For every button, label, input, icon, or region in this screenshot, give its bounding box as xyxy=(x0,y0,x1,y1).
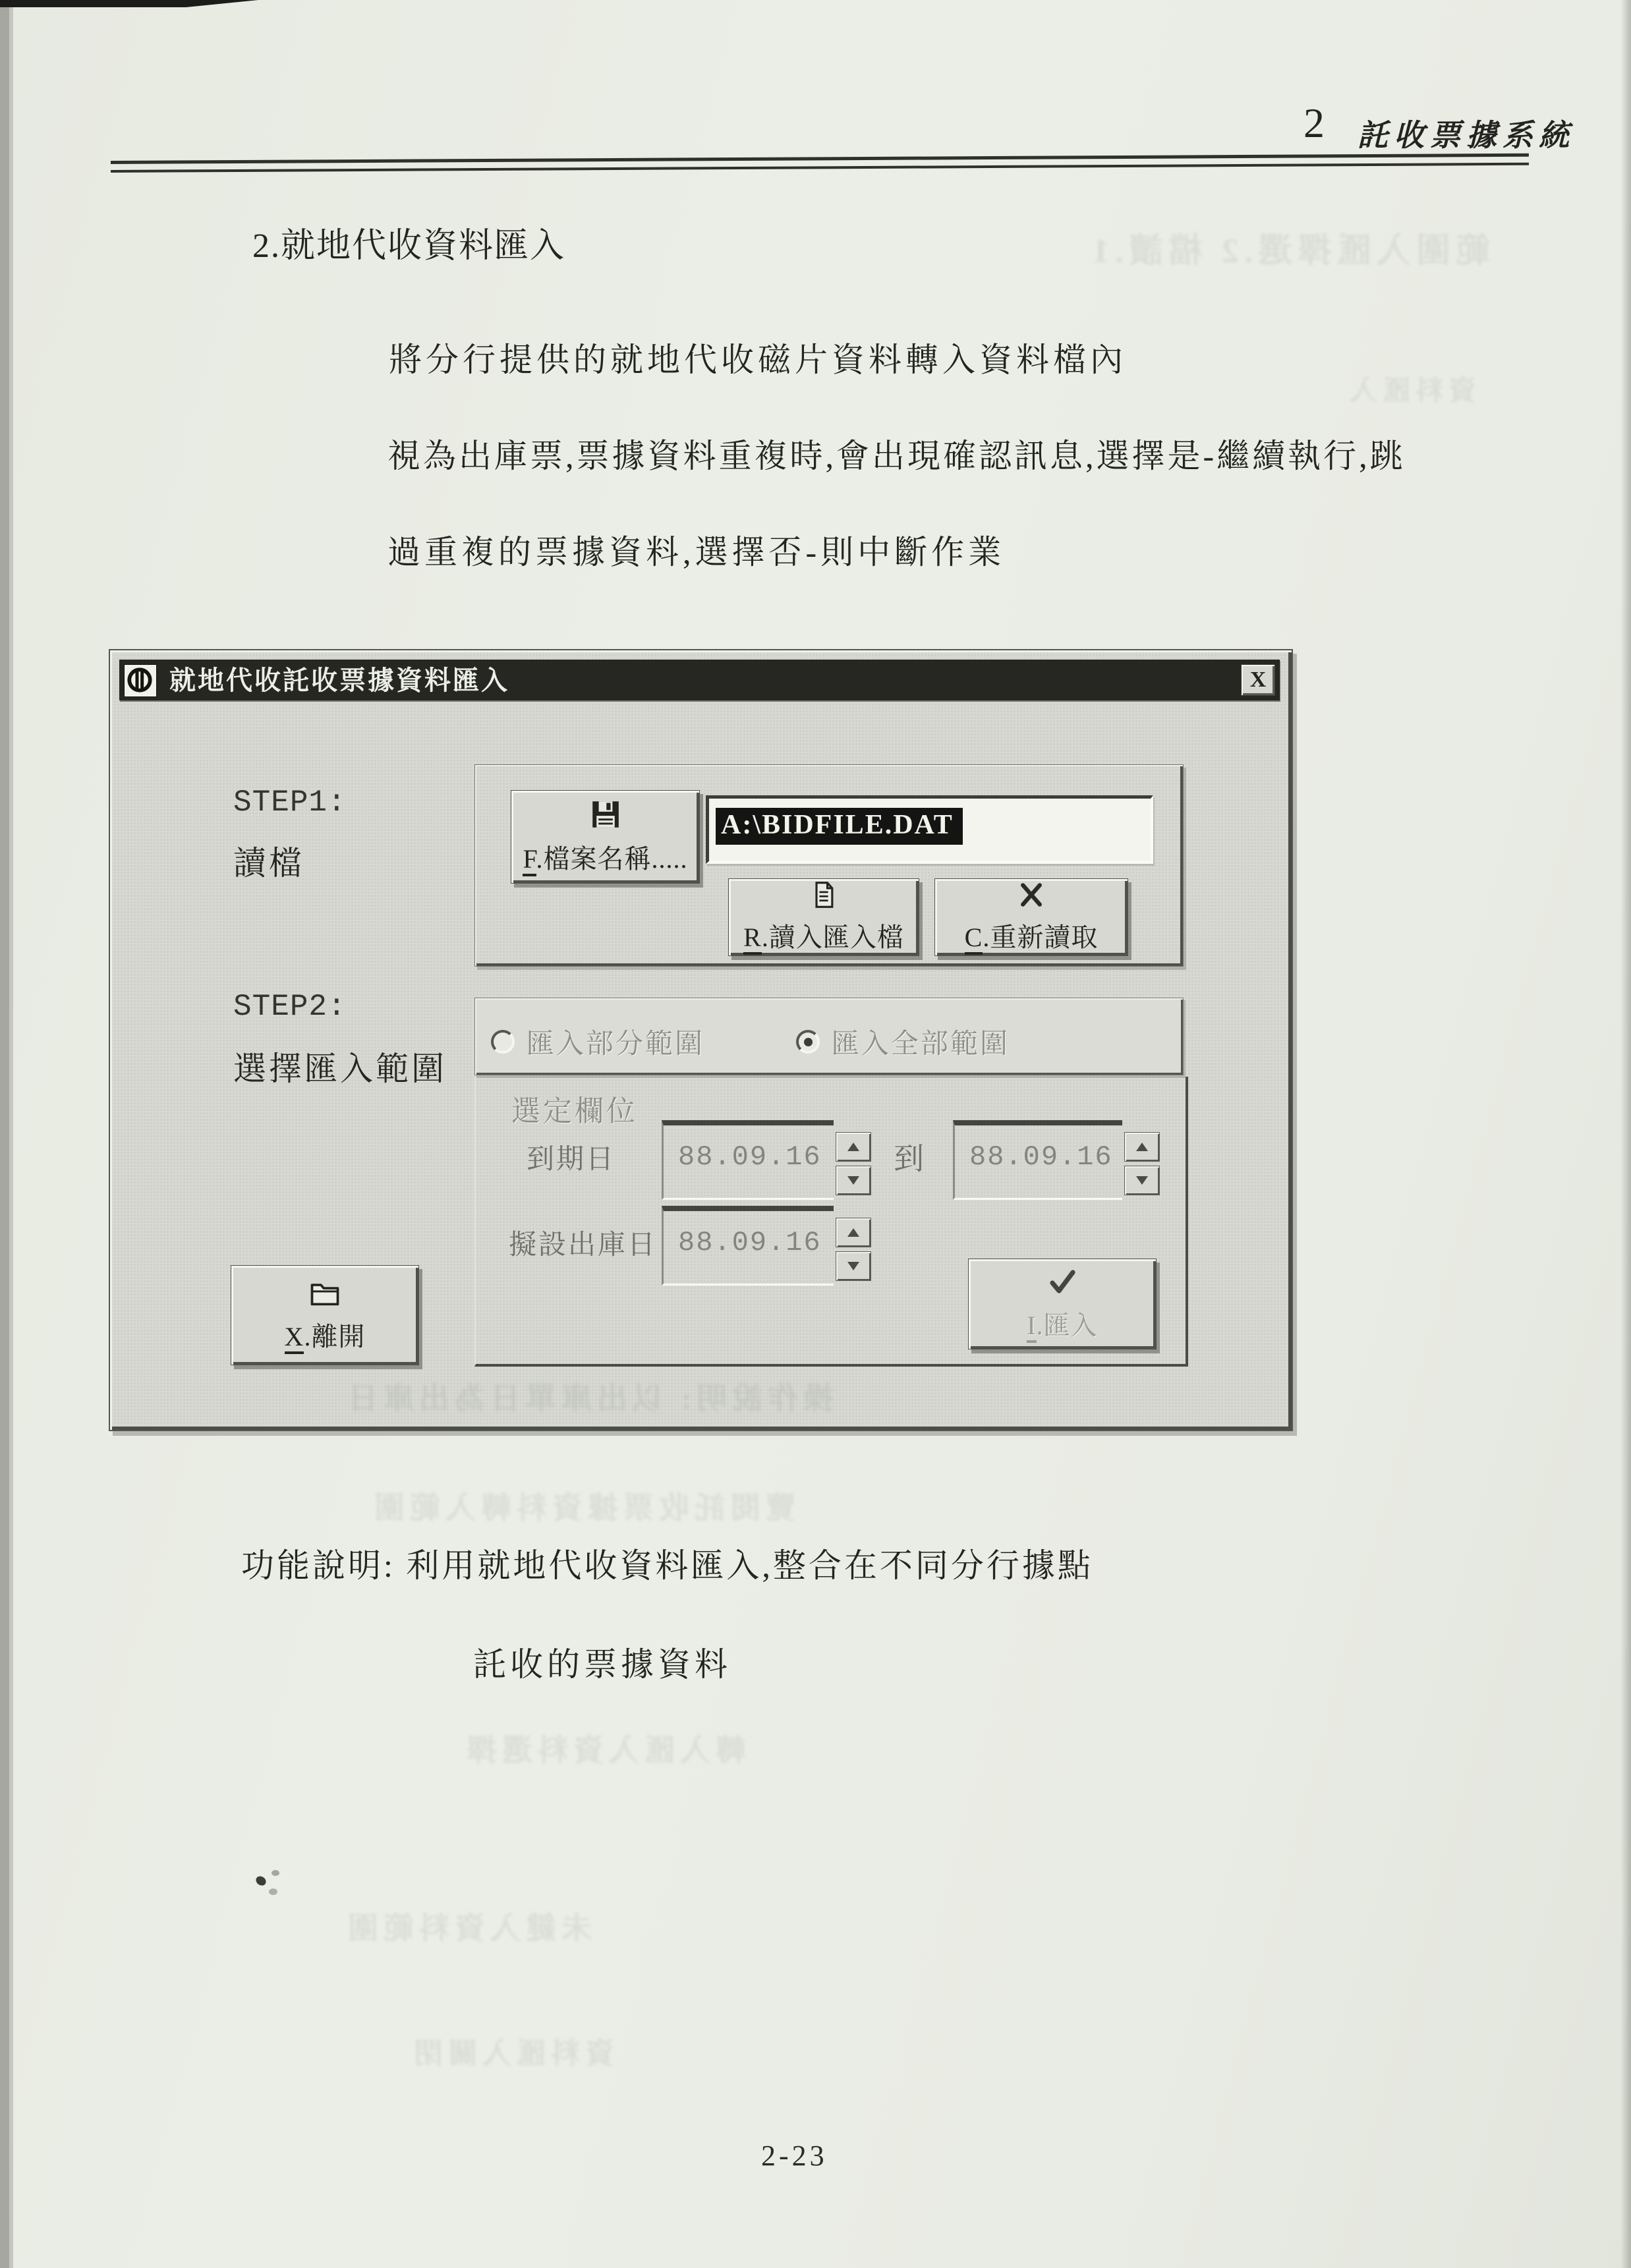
bleedthrough-text: 資料匯入 xyxy=(1344,376,1477,407)
planned-outstock-value: 88.09.16 xyxy=(678,1227,822,1259)
import-button-label: I.匯入 xyxy=(1027,1305,1097,1342)
import-dialog-window xyxy=(109,649,1293,1431)
header-double-rule xyxy=(111,154,1529,173)
due-date-from-value: 88.09.16 xyxy=(678,1141,822,1173)
exit-button-label: X.離開 xyxy=(285,1316,366,1353)
step1-panel xyxy=(474,764,1184,967)
radio-circle-checked-icon xyxy=(796,1030,820,1054)
spin-down-button[interactable] xyxy=(836,1251,871,1281)
due-date-to-spinner xyxy=(1124,1132,1160,1195)
chapter-number: 2 xyxy=(1303,99,1325,146)
function-note-line1: 功能說明: 利用就地代收資料匯入,整合在不同分行據點 xyxy=(241,1547,1093,1584)
due-date-label: 到期日 xyxy=(527,1145,616,1175)
checkmark-icon xyxy=(1046,1266,1078,1301)
reread-button[interactable] xyxy=(934,878,1128,956)
ink-speck xyxy=(254,1875,268,1888)
to-label: 到 xyxy=(894,1142,926,1176)
down-arrow-icon xyxy=(847,1262,859,1270)
filename-input-value: A:\BIDFILE.DAT xyxy=(716,808,963,845)
body-line: 將分行提供的就地代收磁片資料轉入資料檔內 xyxy=(389,341,1127,378)
step1-sublabel: 讀檔 xyxy=(233,845,304,882)
due-date-to-field[interactable] xyxy=(953,1120,1122,1200)
app-logo-icon xyxy=(124,664,157,697)
radio-circle-icon xyxy=(491,1030,515,1054)
spin-up-button[interactable] xyxy=(1124,1132,1160,1162)
radio-full-range[interactable] xyxy=(796,1022,1010,1062)
radio-partial-label: 匯入部分範圍 xyxy=(527,1029,705,1060)
exit-button[interactable] xyxy=(231,1265,419,1365)
body-line: 視為出庫票,票據資料重複時,會出現確認訊息,選擇是-繼續執行,跳 xyxy=(387,438,1406,474)
folder-icon xyxy=(308,1277,342,1312)
up-arrow-icon xyxy=(847,1228,859,1237)
step2-sublabel: 選擇匯入範圍 xyxy=(233,1050,447,1087)
scan-edge-top xyxy=(0,0,258,7)
bleedthrough-text: 轉入匯入資料選擇 xyxy=(461,1734,746,1767)
bleedthrough-text: 範圍入匯擇選.2 檔讀.1 xyxy=(1087,233,1491,270)
step2-label: STEP2: xyxy=(233,990,347,1024)
import-button[interactable] xyxy=(968,1259,1157,1349)
read-import-file-button[interactable] xyxy=(728,878,919,956)
chapter-title: 託收票據系統 xyxy=(1358,119,1575,152)
function-note-line2: 託收的票據資料 xyxy=(473,1646,731,1683)
import-range-radiogroup xyxy=(474,998,1184,1075)
bleedthrough-text: 未鍵入資料範圍 xyxy=(343,1912,592,1945)
bleedthrough-text: 覽閱託收票據資料轉入範圍 xyxy=(369,1491,796,1525)
scan-edge-right xyxy=(1620,0,1631,2268)
filename-input[interactable] xyxy=(706,795,1153,864)
ink-speck xyxy=(272,1870,279,1876)
planned-outstock-field[interactable] xyxy=(662,1206,834,1286)
spin-down-button[interactable] xyxy=(836,1166,871,1195)
read-import-file-button-label: R.讀入匯入檔 xyxy=(743,917,904,954)
due-date-from-spinner xyxy=(836,1132,871,1195)
down-arrow-icon xyxy=(1136,1176,1148,1185)
due-date-to-value: 88.09.16 xyxy=(969,1141,1113,1173)
due-date-from-field[interactable] xyxy=(662,1120,834,1200)
down-arrow-icon xyxy=(847,1176,859,1185)
page-number: 2-23 xyxy=(761,2140,828,2172)
file-name-button[interactable] xyxy=(511,790,700,884)
planned-outstock-label: 擬設出庫日 xyxy=(509,1230,658,1261)
radio-full-label: 匯入全部範圍 xyxy=(832,1029,1010,1060)
close-button[interactable]: X xyxy=(1241,664,1275,696)
file-name-button-label: F.檔案名稱..... xyxy=(523,838,687,876)
planned-outstock-spinner xyxy=(836,1218,871,1281)
reread-button-label: C.重新讀取 xyxy=(965,917,1099,954)
selected-fields-label: 選定欄位 xyxy=(511,1095,638,1127)
up-arrow-icon xyxy=(847,1143,859,1151)
scan-edge-left xyxy=(0,0,9,2268)
range-fields-groupbox xyxy=(474,1077,1188,1367)
dialog-title: 就地代收託收票據資料匯入 xyxy=(169,666,509,695)
radio-partial-range[interactable] xyxy=(491,1022,704,1062)
spin-down-button[interactable] xyxy=(1124,1166,1160,1195)
up-arrow-icon xyxy=(1136,1143,1148,1151)
scan-edge-left-soft xyxy=(9,0,13,2268)
spin-up-button[interactable] xyxy=(836,1132,871,1162)
x-cross-icon xyxy=(1017,880,1046,913)
bleedthrough-text: 操作說明: 以出庫單日為出庫日 xyxy=(343,1382,834,1415)
spin-up-button[interactable] xyxy=(836,1218,871,1247)
floppy-disk-icon xyxy=(589,798,622,834)
dialog-titlebar[interactable] xyxy=(119,660,1280,700)
body-line: 過重複的票據資料,選擇否-則中斷作業 xyxy=(387,534,1006,571)
document-icon xyxy=(809,880,838,913)
body-line: 2.就地代收資料匯入 xyxy=(252,227,566,265)
step1-label: STEP1: xyxy=(233,785,347,820)
ink-speck xyxy=(269,1888,277,1895)
bleedthrough-text: 資料匯入關閉 xyxy=(409,2037,614,2070)
